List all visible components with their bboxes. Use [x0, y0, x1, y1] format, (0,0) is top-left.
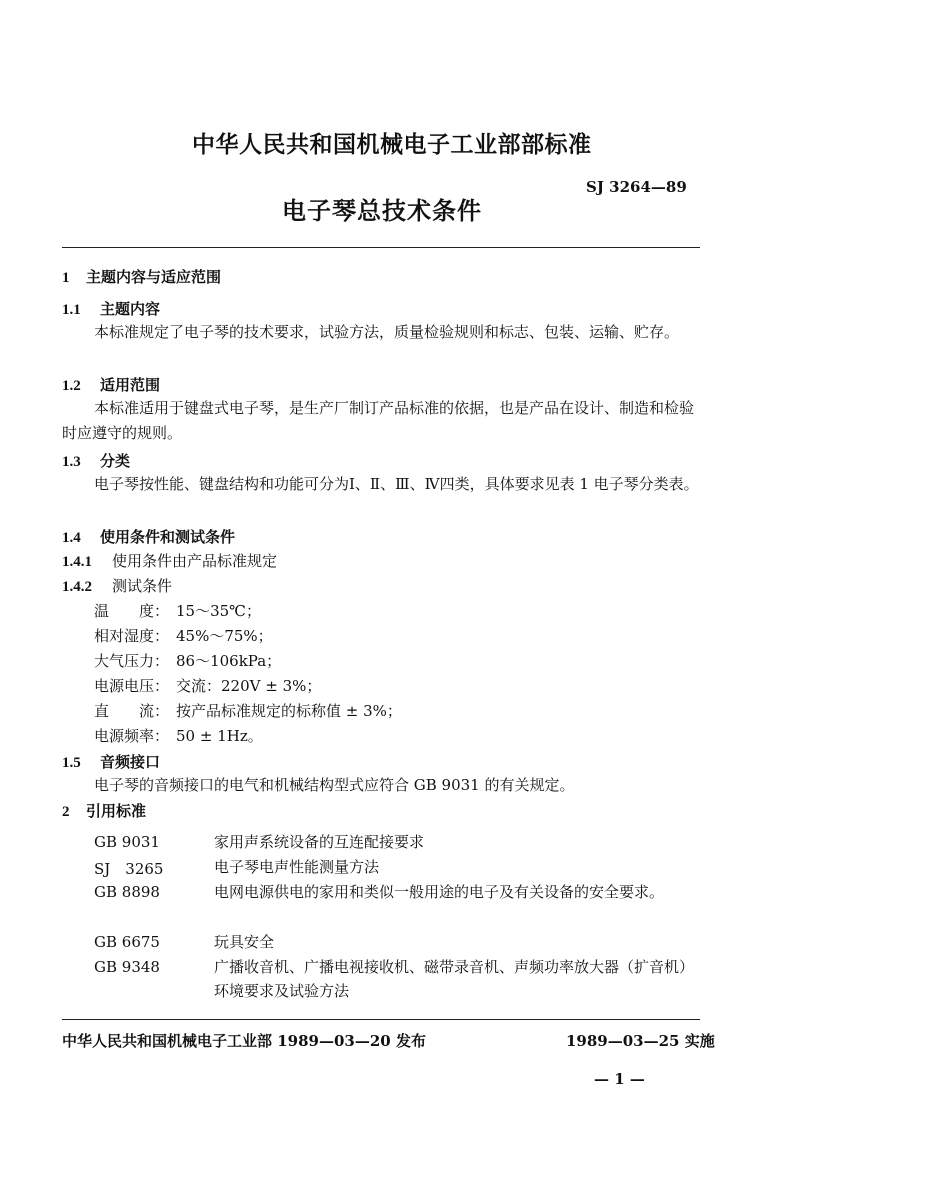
section-number: 1	[62, 270, 70, 286]
reference-code: SJ 3265	[94, 860, 164, 878]
section-number: 2	[62, 804, 70, 820]
section-1-3-heading	[62, 450, 130, 471]
standard-code: SJ 3264—89	[586, 178, 687, 196]
reference-title: 电子琴电声性能测量方法	[214, 858, 380, 876]
section-title: 引用标准	[86, 802, 147, 820]
condition-row	[94, 600, 261, 623]
condition-label: 相对湿度：	[94, 627, 170, 645]
section-number: 1.2	[62, 378, 81, 394]
effective-date: 1989—03—25 实施	[566, 1032, 715, 1050]
condition-label: 电源电压：	[94, 677, 170, 695]
section-title: 分类	[100, 452, 131, 470]
condition-label: 温 度：	[94, 602, 170, 620]
section-1-2-heading	[62, 374, 160, 395]
section-title: 使用条件由产品标准规定	[112, 552, 278, 570]
section-title: 主题内容与适应范围	[86, 268, 222, 286]
page-number: — 1 —	[594, 1070, 645, 1088]
section-number: 1.4.2	[62, 579, 92, 595]
section-title: 音频接口	[100, 753, 161, 771]
section-1-1-heading	[62, 298, 160, 319]
section-title: 适用范围	[100, 376, 161, 394]
reference-title: 电网电源供电的家用和类似一般用途的电子及有关设备的安全要求。	[214, 883, 665, 901]
condition-row	[94, 700, 402, 723]
reference-code: GB 6675	[94, 933, 160, 951]
section-1-3-text: 电子琴按性能、键盘结构和功能可分为Ⅰ、Ⅱ、Ⅲ、Ⅳ四类，具体要求见表 1 电子琴分类表。	[94, 475, 699, 493]
issue-date: 中华人民共和国机械电子工业部 1989—03—20 发布	[62, 1032, 426, 1050]
condition-value: 45%～75%；	[176, 627, 273, 645]
condition-value: 86～106kPa；	[176, 652, 282, 670]
section-1-4-1	[62, 550, 277, 574]
reference-code: GB 8898	[94, 883, 160, 901]
section-number: 1.4.1	[62, 554, 92, 570]
section-1-2-text: 本标准适用于键盘式电子琴，是生产厂制订产品标准的依据，也是产品在设计、制造和检验时应遵守的规则。	[62, 399, 695, 442]
reference-title: 玩具安全	[214, 933, 275, 951]
condition-row	[94, 625, 273, 648]
condition-label: 电源频率：	[94, 727, 170, 745]
section-1-4-2	[62, 575, 172, 599]
condition-label: 大气压力：	[94, 652, 170, 670]
condition-row	[94, 675, 321, 698]
section-number: 1.1	[62, 302, 81, 318]
section-title: 主题内容	[100, 300, 161, 318]
section-1-heading	[62, 266, 221, 287]
reference-title: 家用声系统设备的互连配接要求	[214, 833, 425, 851]
condition-value: 15～35℃；	[176, 602, 261, 620]
section-1-5-heading	[62, 751, 160, 772]
footer-divider	[62, 1019, 700, 1020]
section-number: 1.4	[62, 530, 81, 546]
section-1-1-text: 本标准规定了电子琴的技术要求，试验方法，质量检验规则和标志、包装、运输、贮存。	[94, 323, 680, 341]
document-title: 电子琴总技术条件	[282, 197, 482, 225]
section-title: 测试条件	[112, 577, 173, 595]
condition-value: 50 ± 1Hz。	[176, 727, 263, 745]
section-number: 1.5	[62, 755, 81, 771]
condition-row	[94, 650, 281, 673]
section-title: 使用条件和测试条件	[100, 528, 236, 546]
section-1-5-text: 电子琴的音频接口的电气和机械结构型式应符合 GB 9031 的有关规定。	[94, 776, 575, 794]
section-1-4-heading	[62, 526, 235, 547]
section-number: 1.3	[62, 454, 81, 470]
condition-value: 按产品标准规定的标称值 ± 3%；	[176, 702, 402, 720]
reference-code: GB 9348	[94, 958, 160, 976]
condition-value: 交流：220V ± 3%；	[176, 677, 322, 695]
reference-title: 广播收音机、广播电视接收机、磁带录音机、声频功率放大器（扩音机）环境要求及试验方法	[214, 958, 695, 1000]
condition-row	[94, 725, 263, 748]
section-2-heading	[62, 800, 146, 821]
header-divider	[62, 247, 700, 248]
condition-label: 直 流：	[94, 702, 170, 720]
reference-code: GB 9031	[94, 833, 160, 851]
ministry-title: 中华人民共和国机械电子工业部部标准	[192, 132, 592, 158]
